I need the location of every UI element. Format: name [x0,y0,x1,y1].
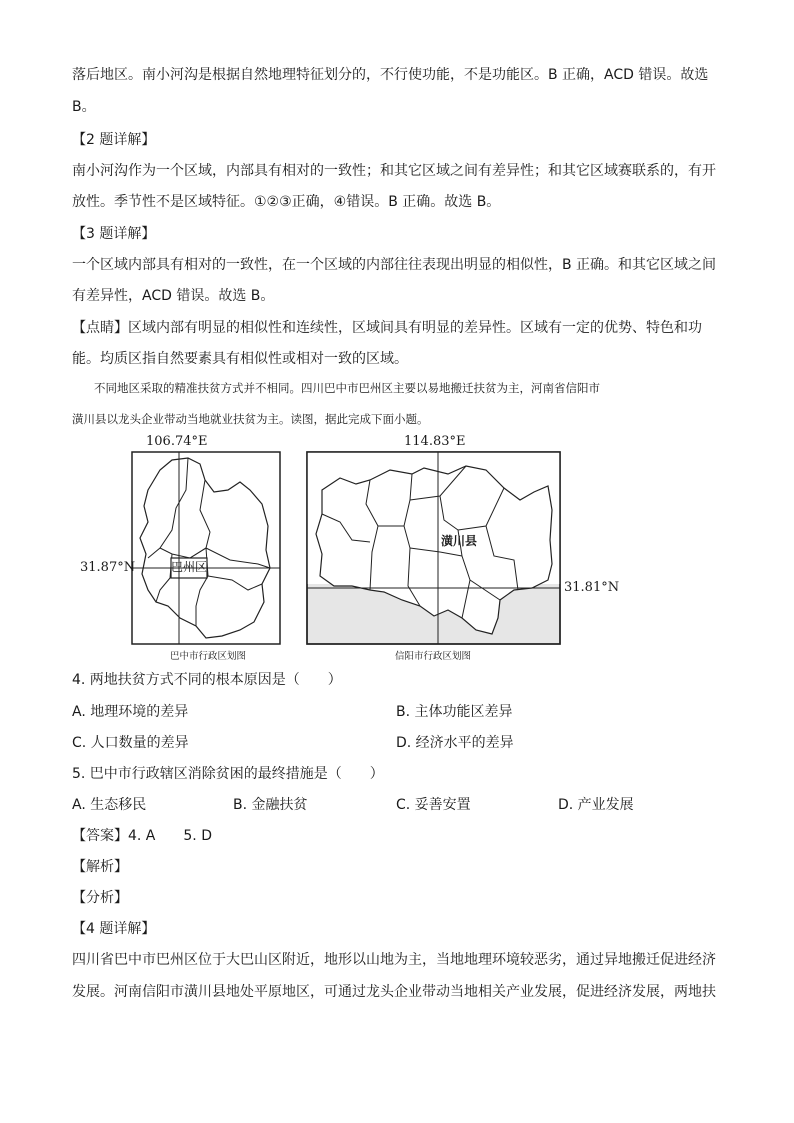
material-intro-line1: 不同地区采取的精准扶贫方式并不相同。四川巴中市巴州区主要以易地搬迁扶贫为主，河南省信阳市 [94,381,600,395]
paragraph-line: 四川省巴中市巴州区位于大巴山区附近，地形以山地为主，当地地理环境较恶劣，通过异地搬迁促进经济 [72,952,716,968]
paragraph-line: 落后地区。南小河沟是根据自然地理特征划分的，不行使功能，不是功能区。B 正确，ACD 错误。故选 [72,67,709,83]
question-5-stem: 5. 巴中市行政辖区消除贫困的最终措施是（ ） [72,766,384,782]
q5-option-d[interactable]: D. 产业发展 [558,797,634,813]
analysis-heading: 【解析】 [72,859,128,875]
tip-line: 【点睛】区域内部有明显的相似性和连续性，区域间具有明显的差异性。区域有一定的优势、特色和功 [72,320,702,336]
answer-row [72,826,212,846]
answer-value: 4. A 5. D [128,828,212,844]
fenxi-heading: 【分析】 [72,890,128,906]
right-longitude-label: 114.83°E [404,434,466,449]
left-latitude-label: 31.87°N [80,560,136,575]
left-longitude-label: 106.74°E [146,434,208,449]
q5-option-c[interactable]: C. 妥善安置 [396,797,471,813]
map-figure [0,430,794,665]
map-figure-svg [0,430,794,665]
q5-option-b[interactable]: B. 金融扶贫 [233,797,308,813]
paragraph-line: 南小河沟作为一个区域，内部具有相对的一致性；和其它区域之间有差异性；和其它区域赛联系的，有开 [72,163,716,179]
paragraph-line: 有差异性，ACD 错误。故选 B。 [72,288,275,304]
section-heading-q4: 【4 题详解】 [72,921,156,937]
answer-label: 【答案】 [72,828,128,844]
paragraph-line: 一个区域内部具有相对的一致性，在一个区域的内部往往表现出明显的相似性，B 正确。和其它区域之间 [72,257,717,273]
huangchuan-label: 潢川县 [441,534,478,548]
question-4-stem: 4. 两地扶贫方式不同的根本原因是（ ） [72,672,342,688]
paragraph-line: 放性。季节性不是区域特征。①②③正确，④错误。B 正确。故选 B。 [72,194,501,210]
section-heading-q3: 【3 题详解】 [72,226,156,242]
right-map-caption: 信阳市行政区划图 [395,651,472,662]
paragraph-line: 发展。河南信阳市潢川县地处平原地区，可通过龙头企业带动当地相关产业发展，促进经济发展，两地扶 [72,984,716,1000]
right-latitude-label: 31.81°N [564,580,620,595]
q5-option-a[interactable]: A. 生态移民 [72,797,147,813]
q4-option-b[interactable]: B. 主体功能区差异 [396,704,513,720]
section-heading-q2: 【2 题详解】 [72,132,156,148]
q4-option-c[interactable]: C. 人口数量的差异 [72,735,189,751]
paragraph-line: B。 [72,99,96,115]
material-intro-line2: 潢川县以龙头企业带动当地就业扶贫为主。读图，据此完成下面小题。 [72,412,429,426]
tip-line: 能。均质区指自然要素具有相似性或相对一致的区域。 [72,351,408,367]
q4-option-d[interactable]: D. 经济水平的差异 [396,735,514,751]
q4-option-a[interactable]: A. 地理环境的差异 [72,704,189,720]
bazhou-label: 巴州区 [171,560,208,574]
left-map-caption: 巴中市行政区划图 [170,651,247,662]
